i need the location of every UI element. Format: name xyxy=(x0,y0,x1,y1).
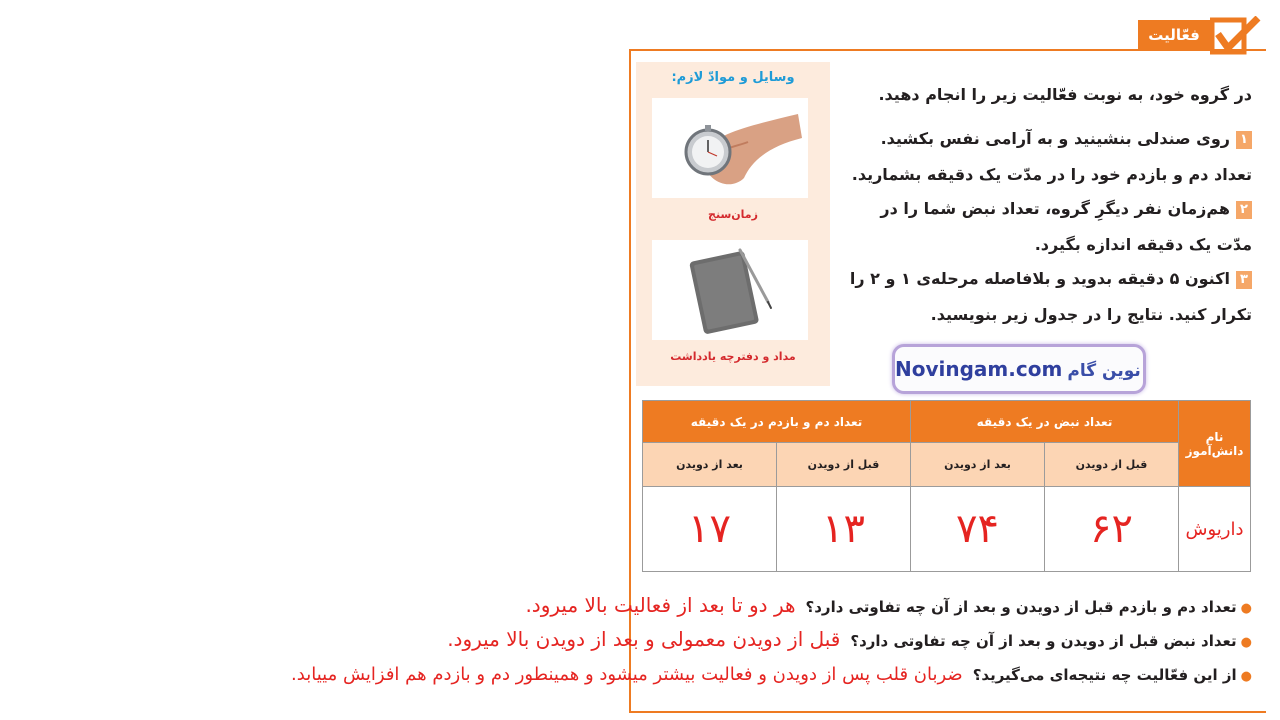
answer-text: قبل از دویدن معمولی و بعد از دویدن بالا میرود. xyxy=(447,627,841,651)
question-3 xyxy=(291,660,1252,692)
header-pulse-after: بعد از دویدن xyxy=(911,443,1045,487)
bullet-icon: ● xyxy=(1240,635,1252,650)
frame-bottom-border xyxy=(629,711,1266,713)
intro-text: در گروه خود، به نوبت فعّالیت زیر را انجام دهید. xyxy=(878,85,1252,104)
step-number: ۱ xyxy=(1236,131,1252,149)
header-student-name: نام دانش‌آموز xyxy=(1179,401,1251,487)
stopwatch-label: زمان‌سنج xyxy=(708,208,758,221)
notebook-icon xyxy=(652,240,808,340)
question-2 xyxy=(447,624,1252,658)
header-breath-group: تعداد دم و بازدم در یک دقیقه xyxy=(643,401,911,443)
bullet-icon: ● xyxy=(1240,669,1252,684)
header-pulse-group: تعداد نبض در یک دقیقه xyxy=(911,401,1179,443)
step-1 xyxy=(842,121,1252,193)
student-name-cell: داریوش xyxy=(1179,487,1251,572)
step-number: ۲ xyxy=(1236,201,1252,219)
breath-before-cell: ۱۳ xyxy=(777,487,911,572)
watermark-site: Novingam.com xyxy=(895,357,1063,381)
header-breath-after: بعد از دویدن xyxy=(643,443,777,487)
stopwatch-icon xyxy=(652,98,808,198)
step-2 xyxy=(842,191,1252,263)
step-text: روی صندلی بنشینید و به آرامی نفس بکشید. تعداد دم و بازدم خود را در مدّت یک دقیقه بشمارید. xyxy=(851,129,1252,184)
step-text: اکنون ۵ دقیقه بدوید و بلافاصله مرحله‌ی ۱ و ۲ را تکرار کنید. نتایج را در جدول زیر بنویسید. xyxy=(849,269,1252,324)
results-table xyxy=(642,400,1251,572)
header-pulse-before: قبل از دویدن xyxy=(1045,443,1179,487)
bullet-icon: ● xyxy=(1240,601,1252,616)
watermark-badge xyxy=(892,344,1146,394)
answer-text: ضربان قلب پس از دویدن و فعالیت بیشتر میشود و همینطور دم و بازدم هم افزایش مییابد. xyxy=(291,664,963,685)
activity-title: فعّالیت xyxy=(1138,20,1210,50)
question-text: از این فعّالیت چه نتیجه‌ای می‌گیرید؟ xyxy=(972,666,1237,684)
question-text: تعداد دم و بازدم قبل از دویدن و بعد از آن چه تفاوتی دارد؟ xyxy=(805,598,1237,616)
question-text: تعداد نبض قبل از دویدن و بعد از آن چه تفاوتی دارد؟ xyxy=(850,632,1237,650)
answer-text: هر دو تا بعد از فعالیت بالا میرود. xyxy=(525,593,796,617)
pulse-before-cell: ۶۲ xyxy=(1045,487,1179,572)
pulse-after-cell: ۷۴ xyxy=(911,487,1045,572)
frame-top-border xyxy=(629,49,1266,51)
step-number: ۳ xyxy=(1236,271,1252,289)
step-text: هم‌زمان نفر دیگرِ گروه، تعداد نبض شما را در مدّت یک دقیقه اندازه بگیرد. xyxy=(880,199,1252,254)
header-breath-before: قبل از دویدن xyxy=(777,443,911,487)
materials-title: وسایل و موادّ لازم: xyxy=(671,70,795,85)
watermark-brand: نوین گام xyxy=(1067,361,1141,381)
question-1 xyxy=(525,590,1252,624)
step-3 xyxy=(842,261,1252,333)
table-row xyxy=(643,487,1251,572)
notebook-label: مداد و دفترچه یادداشت xyxy=(670,350,796,363)
breath-after-cell: ۱۷ xyxy=(643,487,777,572)
